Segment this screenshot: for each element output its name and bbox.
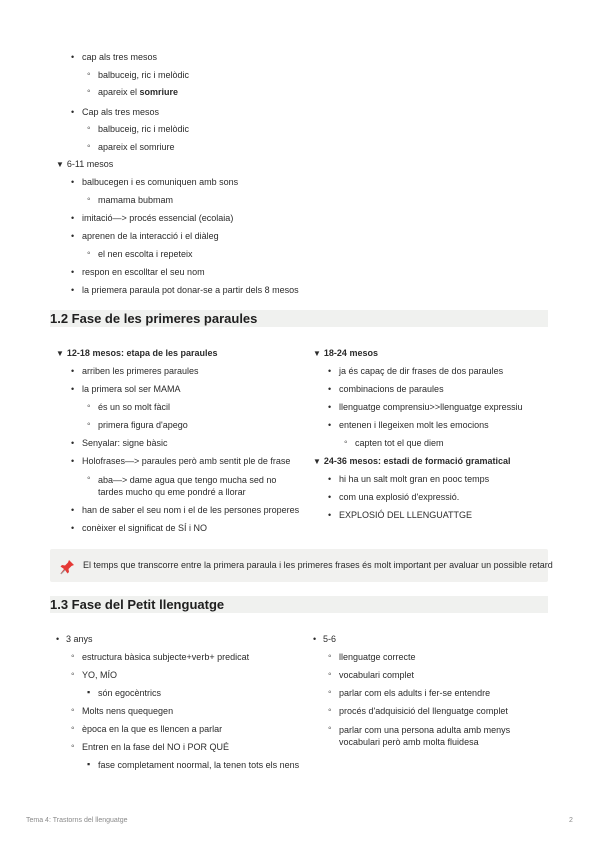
list-item: Molts nens quequegen (82, 706, 174, 716)
list-item (98, 87, 178, 98)
square-bullet-icon (87, 759, 90, 770)
list-item: conèixer el significat de SÍ i NO (82, 523, 208, 533)
bullet-icon (71, 285, 74, 296)
sub-bullet-icon (87, 194, 91, 207)
page-number: 2 (569, 817, 573, 824)
toggle-block[interactable] (56, 159, 113, 170)
list-item: balbuceig, ric i melòdic (98, 70, 190, 80)
callout-text: El temps que transcorre entre la primera paraula i les primeres frases és molt important per avaluar un possible retard (83, 560, 553, 570)
sub-bullet-icon (328, 723, 332, 736)
bullet-icon (328, 474, 331, 485)
list-item: com una explosió d'expressió. (339, 492, 460, 502)
sub-bullet-icon (87, 401, 91, 414)
list-item: vocabulari complet (339, 670, 415, 680)
bullet-icon (71, 213, 74, 224)
list-item: època en la que es llencen a parlar (82, 724, 223, 734)
bullet-icon (71, 366, 74, 377)
bullet-icon (71, 505, 74, 516)
bullet-icon (71, 231, 74, 242)
list-item: aba—> dame agua que tengo mucha sed no tardes mucho qu eme pondré a llorar (98, 475, 277, 497)
list-item: balbuceig, ric i melòdic (98, 124, 190, 134)
list-item: és un so molt fàcil (98, 402, 171, 412)
toggle-label: 18-24 mesos (323, 348, 378, 358)
list-item: arriben les primeres paraules (82, 366, 199, 376)
bullet-icon (328, 384, 331, 395)
bullet-icon (71, 52, 74, 63)
section-heading: 1.3 Fase del Petit llenguatge (50, 596, 548, 613)
list-item: fase completament noormal, la tenen tots els nens (98, 760, 300, 770)
list-item: capten tot el que diem (355, 438, 444, 448)
sub-bullet-icon (328, 705, 332, 718)
sub-bullet-icon (328, 687, 332, 700)
pushpin-icon (59, 559, 75, 575)
sub-bullet-icon (87, 248, 91, 261)
list-item: hi ha un salt molt gran en pooc temps (339, 474, 490, 484)
toggle-block[interactable] (56, 348, 218, 359)
callout-box (50, 549, 553, 582)
bullet-icon (328, 492, 331, 503)
list-item: aprenen de la interacció i el diàleg (82, 231, 219, 241)
bullet-icon (71, 523, 74, 534)
sub-bullet-icon (87, 69, 91, 82)
list-item: entenen i llegeixen molt les emocions (339, 420, 489, 430)
toggle-block[interactable] (313, 456, 511, 467)
list-item: Holofrases—> paraules però amb sentit ple de frase (82, 456, 291, 466)
sub-bullet-icon (344, 437, 348, 450)
sub-bullet-icon (328, 669, 332, 682)
sub-bullet-icon (71, 669, 75, 682)
list-item: Cap als tres mesos (82, 107, 160, 117)
bullet-icon (71, 177, 74, 188)
list-item: 5-6 (323, 634, 337, 644)
list-item: balbucegen i es comuniquen amb sons (82, 177, 239, 187)
sub-bullet-icon (87, 473, 91, 486)
bullet-icon (71, 267, 74, 278)
list-item: llenguatge comprensiu>>llenguatge expressiu (339, 402, 523, 412)
sub-bullet-icon (328, 651, 332, 664)
bullet-icon (71, 107, 74, 118)
toggle-label: 6-11 mesos (66, 159, 114, 169)
toggle-block[interactable] (313, 348, 378, 359)
list-item: estructura bàsica subjecte+verb+ predicat (82, 652, 250, 662)
list-item: imitació—> procés essencial (ecolaia) (82, 213, 234, 223)
sub-bullet-icon (87, 419, 91, 432)
list-item: mamama bubmam (98, 195, 174, 205)
toggle-triangle-icon[interactable]: ▼ (313, 457, 321, 466)
toggle-label: 24-36 mesos: estadi de formació gramatical (323, 456, 511, 466)
footer-title: Tema 4: Trastorns del llenguatge (26, 817, 128, 824)
list-item: Entren en la fase del NO i POR QUÉ (82, 742, 230, 752)
sub-bullet-icon (87, 123, 91, 136)
toggle-triangle-icon[interactable]: ▼ (56, 349, 64, 358)
sub-bullet-icon (87, 141, 91, 154)
bullet-icon (56, 634, 59, 645)
list-item: combinacions de paraules (339, 384, 444, 394)
bullet-icon (328, 366, 331, 377)
bullet-icon (71, 438, 74, 449)
list-item: parlar com una persona adulta amb menys vocabulari però amb molta fluidesa (339, 725, 511, 747)
sub-bullet-icon (71, 651, 75, 664)
list-item: la primera sol ser MAMA (82, 384, 181, 394)
list-item: Senyalar: signe bàsic (82, 438, 168, 448)
bullet-icon (313, 634, 316, 645)
square-bullet-icon (87, 687, 90, 698)
bullet-icon (71, 384, 74, 395)
list-item: llenguatge correcte (339, 652, 416, 662)
sub-bullet-icon (71, 705, 75, 718)
section-heading: 1.2 Fase de les primeres paraules (50, 310, 548, 327)
sub-bullet-icon (71, 723, 75, 736)
list-item: 3 anys (66, 634, 93, 644)
toggle-triangle-icon[interactable]: ▼ (313, 349, 321, 358)
bullet-icon (328, 510, 331, 521)
toggle-triangle-icon[interactable]: ▼ (56, 160, 64, 169)
list-item: apareix el somriure (98, 142, 175, 152)
bullet-icon (328, 402, 331, 413)
list-item: la priemera paraula pot donar-se a partir dels 8 mesos (82, 285, 299, 295)
bold-text: somriure (139, 87, 179, 97)
toggle-label: 12-18 mesos: etapa de les paraules (66, 348, 218, 358)
list-item: EXPLOSIÓ DEL LLENGUATTGE (339, 510, 473, 520)
list-item: cap als tres mesos (82, 52, 158, 62)
list-item: el nen escolta i repeteix (98, 249, 193, 259)
list-item: han de saber el seu nom i el de les persones properes (82, 505, 300, 515)
list-item: ja és capaç de dir frases de dos paraules (339, 366, 504, 376)
list-item: són egocèntrics (98, 688, 162, 698)
list-item-text: apareix el (98, 87, 140, 97)
sub-bullet-icon (87, 86, 91, 99)
list-item: procés d'adquisició del llenguatge complet (339, 706, 508, 716)
list-item: primera figura d'apego (98, 420, 188, 430)
bullet-icon (328, 420, 331, 431)
list-item: parlar com els adults i fer-se entendre (339, 688, 491, 698)
list-item: respon en escolltar el seu nom (82, 267, 205, 277)
sub-bullet-icon (71, 741, 75, 754)
list-item: YO, MÍO (82, 670, 118, 680)
bullet-icon (71, 456, 74, 467)
